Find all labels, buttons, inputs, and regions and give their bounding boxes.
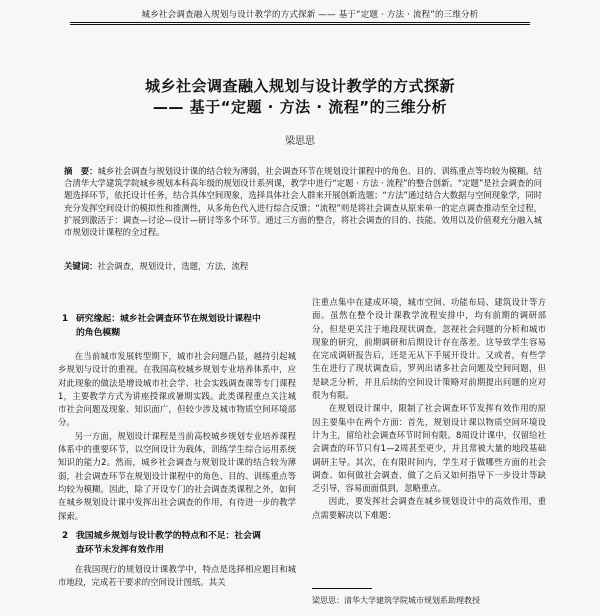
section-2-title-line1: 我国城乡规划与设计教学的特点和不足：社会调: [76, 530, 261, 541]
paragraph-right-2: 在规划设计课中，限制了社会调查环节发挥有效作用的原因主要集中在两个方面：首先，规划设计课以物质空间环境设计为主，留给社会调查环节时间有限。8周设计课中，仅留给社会调查的环节只有1—2周甚至更少，并且常被大量的地段基础调研主导。其次，在有限时间内，学生对于做哪些方面的社会调查、如何做社会调查、做了之后又如何指导下一步设计等缺乏引导，容易面面俱到，忽略重点。: [312, 403, 546, 494]
paragraph-right-1: 注重点集中在建成环境，城市空间、功能布局、建筑设计等方面。虽然在整个设计课教学流程安排中，均有前期的调研部分，但是更关注于地段现状调查，忽视社会问题的分析和城市现象的研究，前期调研和后期设计存在落差。这导致学生容易在完成调研报告后，还是无从下手展开设计。又或者，有些学生在进行了现状调查后，罗列出诸多社会问题及空间问题，但是缺乏分析，并且后续的空间设计策略对前期提出问题的应对很为有限。: [312, 297, 546, 401]
header-rule: [70, 22, 530, 23]
section-1-heading: [58, 312, 296, 340]
footnote-rule: [312, 588, 372, 589]
paper-title-line1: 城乡社会调查融入规划与设计教学的方式探新: [144, 77, 455, 95]
abstract: [64, 165, 542, 250]
keywords: [64, 260, 542, 272]
paper-title-line2: —— 基于“定题 · 方法 · 流程”的三维分析: [152, 98, 448, 116]
running-header: 城乡社会调查融入规划与设计教学的方式探新 —— 基于“定题 · 方法 · 流程”的三维分析: [141, 10, 479, 20]
right-column: [312, 296, 546, 522]
author-name: 梁思思: [285, 136, 315, 147]
left-column: [58, 312, 296, 589]
paragraph-left-1: 在当前城市发展转型期下，城市社会问题凸显，越持引起城乡规划与设计的重视。在我国高校城乡规划专业培养体系中，应对此现象的做法是增设城市社会学、社会实践调查课等专门课程1，主要教学方式为讲座授课或暑期实践。此类课程重点关注城市社会问题及现象、知识面广，但较少涉及城市物质空间环境部分。: [58, 351, 296, 428]
section-2-title-line2: 查环节未发挥有效作用: [76, 544, 164, 555]
header-rule-thin: [70, 24, 530, 25]
abstract-label: 摘 要：: [64, 166, 98, 176]
section-2-heading: [58, 529, 296, 557]
section-1-number: 1: [62, 314, 69, 324]
section-2-number: 2: [62, 530, 69, 541]
paragraph-right-3: 因此，要发挥社会调查在城乡规划设计中的高效作用，重点需要解决以下难题：: [312, 496, 546, 520]
section-1-title-line1: 研究缘起：城乡社会调查环节在规划设计课程中: [76, 314, 261, 324]
keywords-label: 关键词：: [64, 261, 98, 271]
section-1-title-line2: 的角色模糊: [76, 328, 120, 338]
paragraph-left-3: 在我国现行的规划设计课教学中，特点是选择相应题目和城市地段，完成若干要求的空间设计图纸。其关: [58, 563, 296, 588]
keywords-text: 社会调查，规划设计，选题，方法，流程: [97, 261, 249, 271]
author-footnote: 梁思思：清华大学建筑学院城市规划系助理教授: [312, 596, 480, 605]
abstract-text: 城乡社会调查与规划设计课的结合较为薄弱，社会调查环节在规划设计课程中的角色、目的、训练重点等均较为模糊。结合清华大学建筑学院城乡规划本科高年级的规划设计系列课，教学中进行“定题 · 方法 · 流程”的整合创新。“定题”是社会调查的问题选择环节，依托设计任务，结合具体空间现象，选择具体社会人群来开展创新选题；“方法”通过结合大数据与空间现象学，同时充分发挥空间设计的模拟性和推测性，从多角色代入进行综合反馈；“流程”则是将社会调查从原来单一的定点调查推动至全过程，扩展到激活于：调查—讨论—设计—研讨等多个环节。通过三方面的整合，将社会调查的目的、技能、效用以及价值观充分融入城市规划设计课程的全过程。: [64, 166, 542, 238]
paragraph-left-2: 另一方面，规划设计课程是当前高校城乡规划专业培养课程体系中的重要环节，以空间设计为载体，训练学生综合运用系统知识的能力2。然而，城乡社会调查与规划设计课的结合较为薄弱，社会调查环节在规划设计课程中的角色、目的、训练重点等均较为模糊。因此，除了开设专门的社会调查类课程之外，如何在城乡规划设计课中发挥出社会调查的作用，有待进一步的教学探索。: [58, 430, 296, 521]
